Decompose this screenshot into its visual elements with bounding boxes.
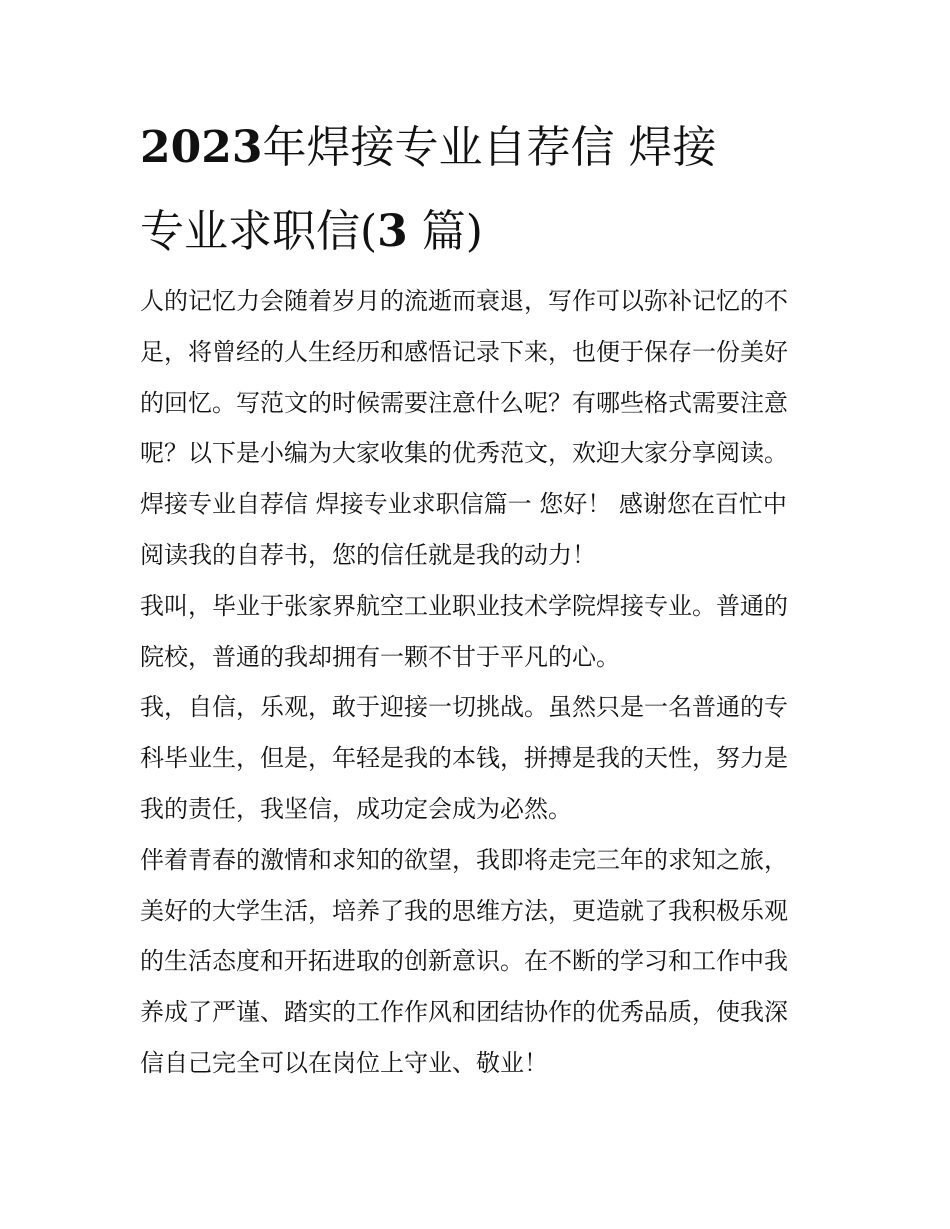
document-body [140, 276, 815, 1089]
title-line-2-pre: 专业求职信( [140, 206, 378, 257]
body-line: 我的责任，我坚信，成功定会成为必然。 [140, 794, 572, 823]
body-line: 养成了严谨、踏实的工作作风和团结协作的优秀品质，使我深 [140, 998, 788, 1027]
title-line-1 [140, 118, 820, 178]
title-count: 3 [377, 206, 408, 257]
body-line: 美好的大学生活，培养了我的思维方法，更造就了我积极乐观 [140, 896, 788, 925]
document-title [140, 118, 820, 286]
body-line: 院校，普通的我却拥有一颗不甘于平凡的心。 [140, 642, 620, 671]
body-line: 我叫，毕业于张家界航空工业职业技术学院焊接专业。普通的 [140, 591, 788, 620]
body-line: 信自己完全可以在岗位上守业、敬业！ [140, 1048, 548, 1077]
body-line: 呢？以下是小编为大家收集的优秀范文，欢迎大家分享阅读。 [140, 439, 788, 468]
body-line: 人的记忆力会随着岁月的流逝而衰退，写作可以弥补记忆的不 [140, 287, 788, 315]
title-line-1-text: 年焊接专业自荐信 焊接 [262, 122, 717, 173]
body-line: 的生活态度和开拓进取的创新意识。在不断的学习和工作中我 [140, 947, 788, 976]
body-line: 伴着青春的激情和求知的欲望，我即将走完三年的求知之旅， [140, 845, 788, 874]
body-line: 阅读我的自荐书，您的信任就是我的动力！ [140, 540, 596, 569]
body-line: 足，将曾经的人生经历和感悟记录下来，也便于保存一份美好 [140, 337, 788, 366]
body-line: 科毕业生，但是，年轻是我的本钱，拼搏是我的天性，努力是 [140, 744, 788, 773]
title-line-2 [140, 202, 820, 262]
body-line: 焊接专业自荐信 焊接专业求职信篇一 您好！ 感谢您在百忙中 [140, 490, 787, 519]
title-line-2-post: 篇) [407, 206, 483, 257]
body-line: 我，自信，乐观，敢于迎接一切挑战。虽然只是一名普通的专 [140, 693, 788, 722]
title-year: 2023 [140, 122, 263, 173]
body-line: 的回忆。写范文的时候需要注意什么呢？有哪些格式需要注意 [140, 388, 788, 417]
